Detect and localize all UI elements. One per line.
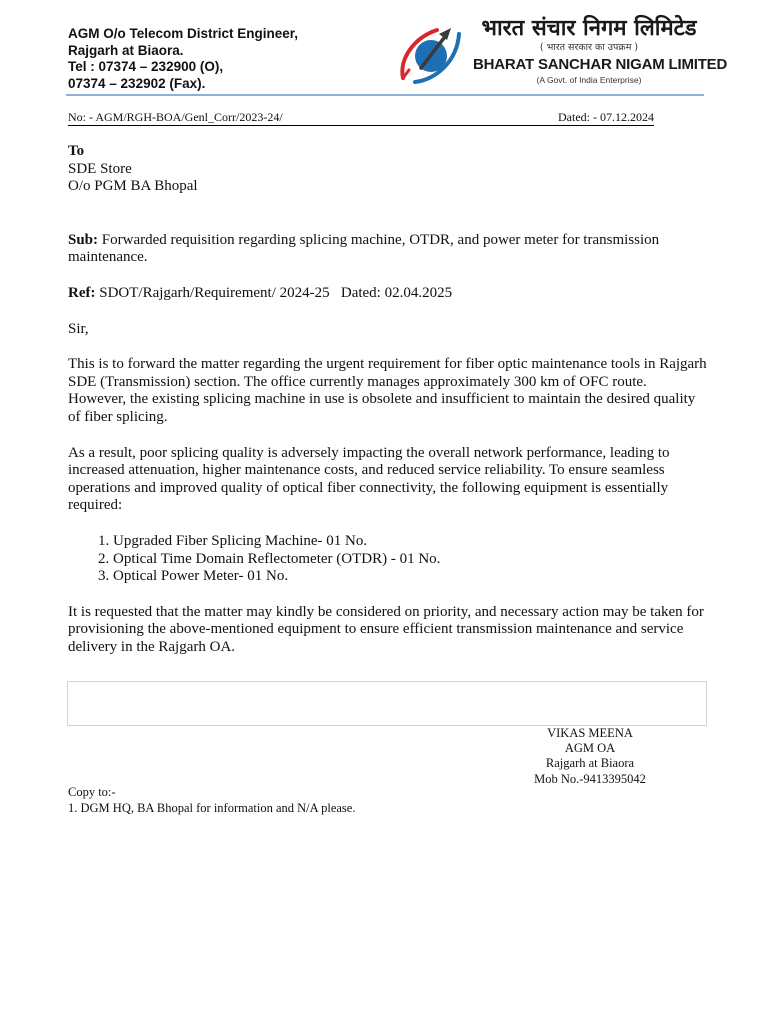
signature-block — [490, 726, 690, 787]
signatory-mobile: Mob No.-9413395042 — [534, 771, 646, 786]
copy-line: 1. DGM HQ, BA Bhopal for information and N/A please. — [68, 800, 356, 815]
bsnl-emblem-icon — [395, 20, 465, 86]
paragraph: It is requested that the matter may kindly be considered on priority, and necessary action may be taken for provisioning the above-mentioned equipment to ensure efficient transmission maintenance and service delivery in the Rajgarh OA. — [68, 603, 704, 655]
copy-label: Copy to:- — [68, 785, 116, 799]
copy-to — [68, 785, 355, 816]
subject-text: Forwarded requisition regarding splicing machine, OTDR, and power meter for transmission maintenance. — [68, 231, 660, 266]
addressee — [68, 143, 708, 196]
letter-reference-line — [68, 110, 654, 126]
sender-address — [68, 26, 298, 92]
logo-english-name: BHARAT SANCHAR NIGAM LIMITED — [473, 56, 728, 73]
addressee-line: O/o PGM BA Bhopal — [68, 178, 198, 195]
signatory-designation: AGM OA — [564, 741, 616, 756]
to-label: To — [68, 143, 85, 159]
bsnl-logo — [395, 16, 728, 88]
sender-line: Rajgarh at Biaora. — [68, 42, 184, 58]
letter-number: No: - AGM/RGH-BOA/Genl_Corr/2023-24/ — [68, 110, 283, 124]
paragraph: This is to forward the matter regarding the urgent requirement for fiber optic maintenance tools in Rajgarh SDE (Transmission) section. The office currently manages approximately 300 km of OFC route. However, the existing splicing machine in use is obsolete and insufficient to maintain the desired quality of fiber splicing. — [68, 356, 707, 425]
sender-line: 07374 – 232902 (Fax). — [68, 75, 206, 91]
letter-date: Dated: - 07.12.2024 — [558, 110, 654, 124]
sender-line: Tel : 07374 – 232900 (O), — [68, 59, 224, 75]
signatory-name: VIKAS MEENA — [547, 726, 633, 740]
signatory-place: Rajgarh at Biaora — [545, 756, 635, 771]
list-item: 3. Optical Power Meter- 01 No. — [113, 568, 708, 586]
addressee-line: SDE Store — [68, 160, 132, 177]
header-divider — [66, 94, 704, 96]
signature-box — [67, 681, 707, 726]
reference-text: SDOT/Rajgarh/Requirement/ 2024-25 Dated: 02.04.2025 — [95, 284, 453, 301]
reference-label: Ref: — [68, 284, 96, 301]
reference — [68, 285, 708, 303]
list-item: 1. Upgraded Fiber Splicing Machine- 01 No. — [113, 533, 708, 551]
equipment-list — [68, 533, 708, 586]
logo-hindi-name: भारत संचार निगम लिमिटेड — [481, 16, 697, 41]
subject-label: Sub: — [68, 231, 99, 248]
list-item: 2. Optical Time Domain Reflectometer (OTDR) - 01 No. — [113, 551, 708, 569]
letter-body — [68, 143, 708, 656]
salutation: Sir, — [68, 320, 89, 337]
sender-line: AGM O/o Telecom District Engineer, — [68, 26, 299, 41]
logo-hindi-subtitle: ( भारत सरकार का उपक्रम ) — [539, 42, 639, 53]
logo-english-subtitle: (A Govt. of India Enterprise) — [536, 75, 642, 85]
subject — [68, 232, 708, 267]
paragraph: As a result, poor splicing quality is adversely impacting the overall network performance, leading to increased attenuation, higher maintenance costs, and reduced service reliability. To ensure seamless operations and improved quality of optical fiber connectivity, the following equipment is essentially required: — [68, 444, 670, 514]
